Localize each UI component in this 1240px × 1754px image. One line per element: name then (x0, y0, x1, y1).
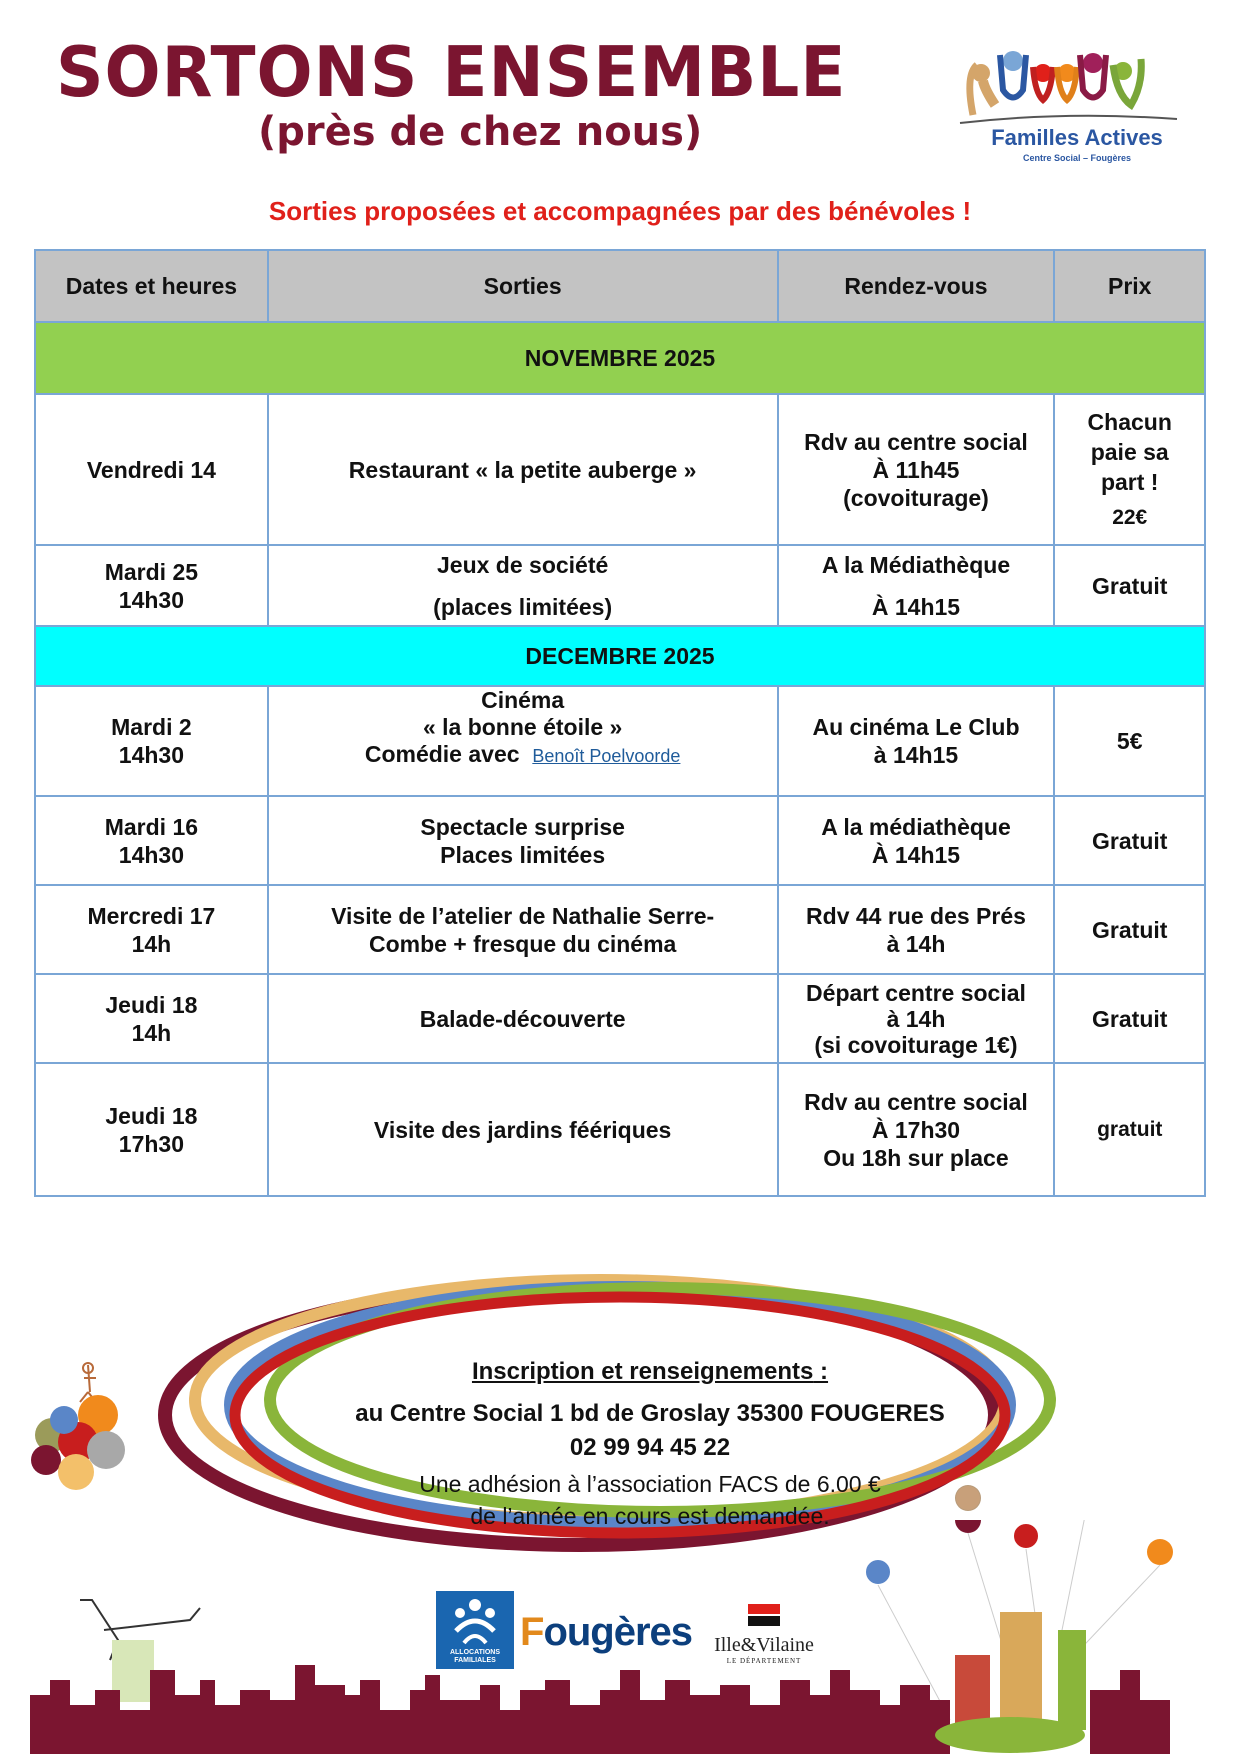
balloons-illustration (28, 1360, 148, 1510)
caf-logo (436, 1591, 514, 1669)
balloon-icon (87, 1431, 125, 1469)
price-value: Gratuit (1092, 1005, 1168, 1032)
rdv-line: Rdv au centre social (804, 1088, 1028, 1115)
price-value: gratuit (1097, 1117, 1163, 1141)
date-cell (35, 1063, 268, 1196)
rdv-line: (si covoiturage 1€) (814, 1031, 1018, 1058)
date-time: 17h30 (118, 1130, 184, 1157)
price-value: Gratuit (1092, 827, 1168, 854)
balloon-icon (58, 1454, 94, 1490)
outing-cell (268, 974, 778, 1063)
info-title (300, 1358, 1000, 1386)
rdv-cell (778, 885, 1055, 974)
balloon-icon (865, 1559, 891, 1585)
city-skyline (30, 1665, 950, 1754)
price-cell (1054, 686, 1205, 796)
families-people-icon (955, 45, 1185, 125)
city-skyline-right (1090, 1670, 1170, 1754)
membership-note-1: Une adhésion à l’association FACS de 6.00 € (419, 1471, 881, 1497)
month-label: DECEMBRE 2025 (35, 626, 1205, 686)
rdv-cell (778, 545, 1055, 626)
outing-cell (268, 545, 778, 626)
fougeres-logo (520, 1610, 692, 1655)
rdv-line: Rdv au centre social (804, 428, 1028, 455)
caf-logo-text: ALLOCATIONS FAMILIALES (449, 1649, 501, 1664)
price-line: Chacun (1087, 408, 1172, 435)
month-label: NOVEMBRE 2025 (35, 322, 1205, 394)
page-title: SORTONS ENSEMBLE (56, 32, 847, 113)
outing-name: Cinéma (481, 687, 565, 713)
month-row-december (35, 626, 1205, 686)
table-row (35, 1063, 1205, 1196)
price-value: 22€ (1112, 505, 1148, 529)
balloon-icon (50, 1406, 78, 1434)
rdv-cell (778, 686, 1055, 796)
date-day: Mardi 25 (104, 558, 199, 585)
table-row (35, 394, 1205, 545)
fougeres-logo-initial: F (520, 1610, 544, 1654)
outing-name: Restaurant « la petite auberge » (348, 456, 697, 483)
outing-cell (268, 796, 778, 885)
rdv-line: Ou 18h sur place (823, 1144, 1009, 1171)
rdv-line: À 14h15 (871, 841, 961, 868)
column-header-prix: Prix (1054, 250, 1205, 322)
date-time: 14h (131, 930, 172, 957)
outing-cell (268, 394, 778, 545)
actor-link[interactable]: Benoît Poelvoorde (532, 746, 681, 766)
outing-detail: Places limitées (440, 841, 606, 868)
date-time: 14h30 (118, 586, 184, 613)
price-value: Gratuit (1092, 572, 1168, 599)
date-time: 14h30 (118, 841, 184, 868)
outing-name: Spectacle surprise (420, 813, 625, 840)
rdv-cell (778, 1063, 1055, 1196)
building-icon (1058, 1630, 1086, 1730)
date-day: Vendredi 14 (86, 456, 216, 483)
balloon-icon (1147, 1539, 1173, 1565)
price-value: Gratuit (1092, 916, 1168, 943)
rdv-line: à 14h (886, 930, 946, 957)
date-cell (35, 796, 268, 885)
rdv-line: à 14h15 (873, 742, 959, 768)
date-cell (35, 545, 268, 626)
logo-subtitle: Centre Social – Fougères (1022, 153, 1132, 163)
outing-detail: (places limitées) (433, 593, 613, 620)
outing-detail (275, 741, 771, 770)
rdv-line: Départ centre social (806, 979, 1026, 1006)
outing-title: « la bonne étoile » (422, 714, 623, 740)
caf-figures-icon (436, 1591, 514, 1649)
phone-number: 02 99 94 45 22 (569, 1434, 731, 1461)
month-row-november (35, 322, 1205, 394)
outing-cell (268, 686, 778, 796)
rdv-line: (covoiturage) (843, 484, 989, 511)
date-cell (35, 394, 268, 545)
date-day: Mercredi 17 (87, 902, 216, 929)
rdv-line: Au cinéma Le Club (812, 714, 1020, 740)
rdv-cell (778, 974, 1055, 1063)
balloon-icon (31, 1445, 61, 1475)
table-row (35, 545, 1205, 626)
rdv-line: A la Médiathèque (821, 551, 1011, 578)
events-table (34, 249, 1206, 1197)
table-row (35, 885, 1205, 974)
rdv-line: À 17h30 (871, 1116, 961, 1143)
date-day: Mardi 16 (104, 813, 199, 840)
outing-detail-text: Comédie avec (364, 741, 520, 767)
outing-cell (268, 1063, 778, 1196)
table-row (35, 686, 1205, 796)
rdv-cell (778, 796, 1055, 885)
price-cell (1054, 885, 1205, 974)
hill-icon (935, 1717, 1085, 1753)
price-cell (1054, 545, 1205, 626)
balloon-icon (955, 1520, 981, 1533)
ille-et-vilaine-emblem-icon (744, 1600, 784, 1630)
outing-name: Balade-découverte (419, 1005, 626, 1032)
price-cell (1054, 796, 1205, 885)
column-header-dates: Dates et heures (35, 250, 268, 322)
ille-et-vilaine-text: Ille&Vilaine (714, 1634, 814, 1656)
building-icon (1000, 1612, 1042, 1732)
date-day: Jeudi 18 (105, 991, 198, 1018)
membership-note-2: de l’année en cours est demandée. (470, 1503, 830, 1529)
date-cell (35, 686, 268, 796)
price-line: part ! (1100, 468, 1159, 495)
balloon-icon (1013, 1523, 1039, 1549)
tagline: Sorties proposées et accompagnées par des bénévoles ! (268, 196, 972, 226)
fougeres-logo-text: ougères (543, 1610, 693, 1654)
ille-et-vilaine-logo (708, 1600, 820, 1665)
price-value: 5€ (1116, 728, 1143, 754)
rdv-line: À 14h15 (871, 593, 961, 620)
rdv-line: à 14h (886, 1005, 946, 1032)
price-line: paie sa (1090, 438, 1169, 465)
column-header-sorties: Sorties (268, 250, 778, 322)
logo-name: Familles Actives (991, 125, 1163, 150)
familles-actives-logo (955, 45, 1185, 175)
address: au Centre Social 1 bd de Groslay 35300 FOUGERES (355, 1400, 945, 1427)
table-row (35, 796, 1205, 885)
date-cell (35, 974, 268, 1063)
date-day: Jeudi 18 (105, 1102, 198, 1129)
date-time: 14h30 (118, 742, 184, 768)
date-day: Mardi 2 (111, 714, 192, 740)
rdv-line: À 11h45 (872, 456, 960, 483)
info-title-colon: : (813, 1358, 829, 1385)
rdv-line: A la médiathèque (821, 813, 1011, 840)
outing-name: Visite de l’atelier de Nathalie Serre- (331, 902, 715, 929)
ille-et-vilaine-subtext: LE DÉPARTEMENT (726, 1657, 802, 1665)
outing-name: Visite des jardins féériques (373, 1116, 672, 1143)
outing-name: Jeux de société (436, 551, 609, 578)
info-title-text: Inscription et renseignements (471, 1358, 814, 1385)
date-cell (35, 885, 268, 974)
column-header-rendez-vous: Rendez-vous (778, 250, 1055, 322)
price-cell (1054, 1063, 1205, 1196)
registration-info (300, 1358, 1000, 1532)
outing-detail: Combe + fresque du cinéma (368, 930, 677, 957)
outing-cell (268, 885, 778, 974)
table-row (35, 974, 1205, 1063)
price-cell (1054, 394, 1205, 545)
rdv-cell (778, 394, 1055, 545)
page-subtitle: (près de chez nous) (258, 109, 703, 155)
rdv-line: Rdv 44 rue des Prés (806, 902, 1026, 929)
price-cell (1054, 974, 1205, 1063)
date-time: 14h (131, 1019, 172, 1046)
table-header-row (35, 250, 1205, 322)
